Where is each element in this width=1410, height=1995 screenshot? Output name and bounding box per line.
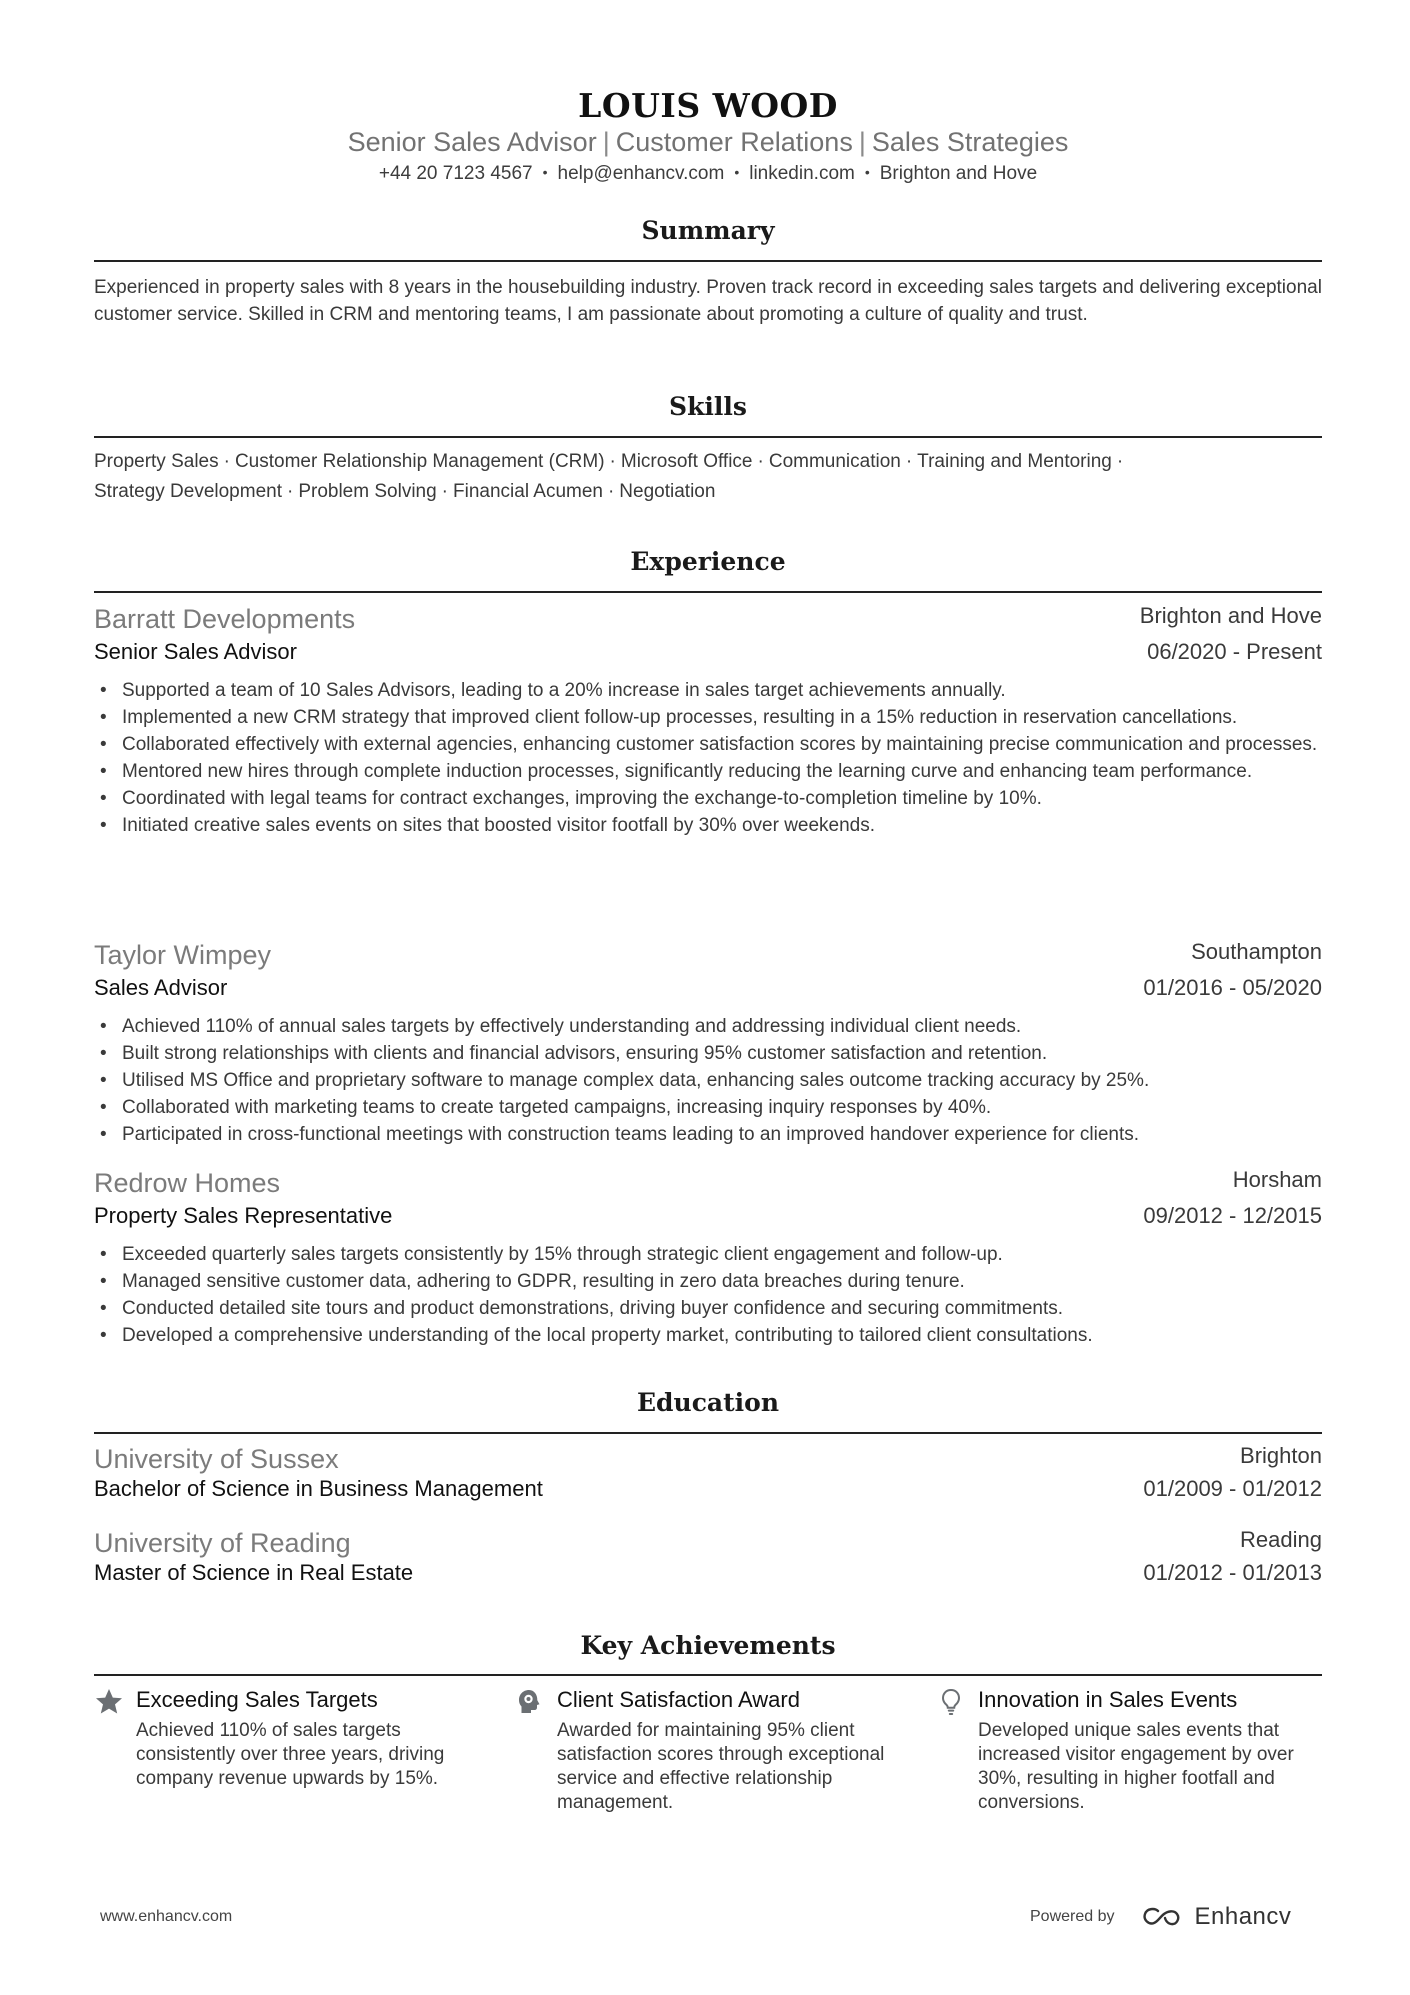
job-dates: 06/2020 - Present	[1147, 639, 1322, 664]
bullet-item: • Achieved 110% of annual sales targets by effectively understanding and addressing individual client needs.	[94, 1013, 1322, 1040]
section-title-key-achievements: Key Achievements	[580, 1631, 836, 1660]
bullet-list	[94, 677, 1322, 839]
bullet-item: • Built strong relationships with clients and financial advisors, ensuring 95% customer satisfaction and retention.	[94, 1040, 1322, 1067]
bullet-item: • Managed sensitive customer data, adhering to GDPR, resulting in zero data breaches during tenure.	[94, 1268, 1322, 1295]
headline	[94, 124, 1322, 160]
achievement-title: Innovation in Sales Events	[978, 1687, 1238, 1712]
bullet-item: • Mentored new hires through complete induction processes, significantly reducing the learning curve and enhancing team performance.	[94, 758, 1322, 785]
bullet-item: • Coordinated with legal teams for contract exchanges, improving the exchange-to-completion timeline by 10%.	[94, 785, 1322, 812]
contact-separator: •	[864, 164, 870, 180]
company-name: Taylor Wimpey	[94, 940, 272, 970]
skill-separator: ·	[1116, 451, 1124, 472]
job-location: Brighton and Hove	[1139, 603, 1322, 628]
skill-item: Training and Mentoring	[917, 451, 1112, 472]
achievement-description: Developed unique sales events that increased visitor engagement by over 30%, resulting in higher footfall and conversions.	[978, 1720, 1294, 1813]
headline-part: Customer Relations	[615, 127, 853, 157]
email-link[interactable]: help@enhancv.com	[557, 163, 725, 184]
degree-name: Bachelor of Science in Business Management	[94, 1476, 543, 1501]
powered-by-label: Powered by	[1030, 1908, 1115, 1925]
skill-separator: ·	[905, 451, 913, 472]
section-title-education: Education	[636, 1388, 780, 1417]
school-name: University of Sussex	[94, 1444, 339, 1474]
bullet-list	[94, 1013, 1322, 1148]
job-location: Southampton	[1191, 939, 1322, 964]
bullet-item: • Conducted detailed site tours and product demonstrations, driving buyer confidence and securing commitments.	[94, 1295, 1322, 1322]
section-divider	[94, 1674, 1322, 1676]
linkedin-link[interactable]: linkedin.com	[749, 163, 855, 184]
job-location: Horsham	[1232, 1167, 1322, 1192]
school-name: University of Reading	[94, 1528, 351, 1558]
skill-item: Communication	[768, 451, 901, 472]
education-dates: 01/2009 - 01/2012	[1143, 1476, 1322, 1501]
skill-separator: ·	[607, 481, 615, 502]
bullet-item: • Developed a comprehensive understanding of the local property market, contributing to tailored client consultations.	[94, 1322, 1322, 1349]
section-divider	[94, 436, 1322, 438]
footer-website-link[interactable]: www.enhancv.com	[100, 1908, 233, 1925]
section-title-skills: Skills	[669, 392, 747, 421]
job-dates: 09/2012 - 12/2015	[1143, 1203, 1322, 1228]
skill-item: Customer Relationship Management (CRM)	[234, 451, 605, 472]
bullet-item: • Utilised MS Office and proprietary software to manage complex data, enhancing sales outcome tracking accuracy by 25%.	[94, 1067, 1322, 1094]
school-location: Reading	[1240, 1527, 1322, 1552]
bullet-list	[94, 1241, 1322, 1349]
education-entry	[94, 1441, 1322, 1511]
bullet-item: • Participated in cross-functional meetings with construction teams leading to an improved handover experience for clients.	[94, 1121, 1322, 1148]
skill-separator: ·	[441, 481, 448, 502]
headline-part: Senior Sales Advisor	[347, 127, 597, 157]
candidate-name: LOUIS WOOD	[578, 86, 838, 125]
section-title-experience: Experience	[630, 547, 786, 576]
skill-item: Financial Acumen	[453, 481, 603, 502]
bullet-item: • Collaborated effectively with external agencies, enhancing customer satisfaction scores by maintaining precise communication and processes.	[94, 731, 1322, 758]
skill-item: Negotiation	[619, 481, 716, 502]
bullet-item: • Implemented a new CRM strategy that improved client follow-up processes, resulting in a 15% reduction in reservation cancellations.	[94, 704, 1322, 731]
bullet-item: • Exceeded quarterly sales targets consistently by 15% through strategic client engagement and follow-up.	[94, 1241, 1322, 1268]
enhancv-logo-icon	[1141, 1906, 1187, 1928]
section-title-summary: Summary	[641, 216, 775, 245]
lightbulb-icon	[936, 1687, 966, 1717]
contact-separator: •	[542, 164, 548, 180]
section-divider	[94, 591, 1322, 593]
job-title: Property Sales Representative	[94, 1203, 393, 1228]
section-divider	[94, 1432, 1322, 1434]
job-dates: 01/2016 - 05/2020	[1143, 975, 1322, 1000]
job-title: Sales Advisor	[94, 975, 228, 1000]
company-name: Barratt Developments	[94, 604, 356, 634]
company-name: Redrow Homes	[94, 1168, 281, 1198]
bullet-item: • Supported a team of 10 Sales Advisors, leading to a 20% increase in sales target achievements annually.	[94, 677, 1322, 704]
headline-separator: |	[858, 127, 866, 157]
location: Brighton and Hove	[879, 163, 1038, 184]
education-entry	[94, 1525, 1322, 1595]
summary-text: Experienced in property sales with 8 years in the housebuilding industry. Proven track record in exceeding sales targets and delivering exceptional customer service. Skilled in CRM and mentoring teams, I am passionate about promoting a culture of quality and trust.	[94, 277, 1322, 325]
achievement-description: Achieved 110% of sales targets consistently over three years, driving company revenue upwards by 15%.	[136, 1720, 445, 1789]
footer-branding	[1030, 1900, 1291, 1934]
contact-separator: •	[734, 164, 740, 180]
head-gear-icon	[515, 1687, 545, 1717]
skill-item: Strategy Development	[94, 481, 282, 502]
job-title: Senior Sales Advisor	[94, 639, 297, 664]
contact-line	[94, 160, 1322, 188]
section-divider	[94, 260, 1322, 262]
skill-separator: ·	[609, 451, 616, 472]
achievement-title: Client Satisfaction Award	[557, 1687, 800, 1712]
headline-part: Sales Strategies	[871, 127, 1069, 157]
brand-name[interactable]: Enhancv	[1194, 1903, 1292, 1930]
skill-separator: ·	[287, 481, 294, 502]
skill-separator: ·	[757, 451, 764, 472]
skill-item: Property Sales	[94, 451, 219, 472]
bullet-item: • Initiated creative sales events on sites that boosted visitor footfall by 30% over weekends.	[94, 812, 1322, 839]
achievement-title: Exceeding Sales Targets	[136, 1687, 378, 1712]
achievement-description: Awarded for maintaining 95% client satisfaction scores through exceptional service and effective relationship management.	[557, 1720, 885, 1813]
phone[interactable]: +44 20 7123 4567	[378, 163, 533, 184]
skill-separator: ·	[223, 451, 230, 472]
school-location: Brighton	[1240, 1443, 1322, 1468]
bullet-item: • Collaborated with marketing teams to create targeted campaigns, increasing inquiry responses by 40%.	[94, 1094, 1322, 1121]
star-icon	[94, 1687, 124, 1717]
headline-separator: |	[602, 127, 610, 157]
skill-item: Microsoft Office	[620, 451, 753, 472]
skill-item: Problem Solving	[298, 481, 437, 502]
degree-name: Master of Science in Real Estate	[94, 1560, 414, 1585]
skills-list	[94, 447, 1322, 507]
education-dates: 01/2012 - 01/2013	[1143, 1560, 1322, 1585]
